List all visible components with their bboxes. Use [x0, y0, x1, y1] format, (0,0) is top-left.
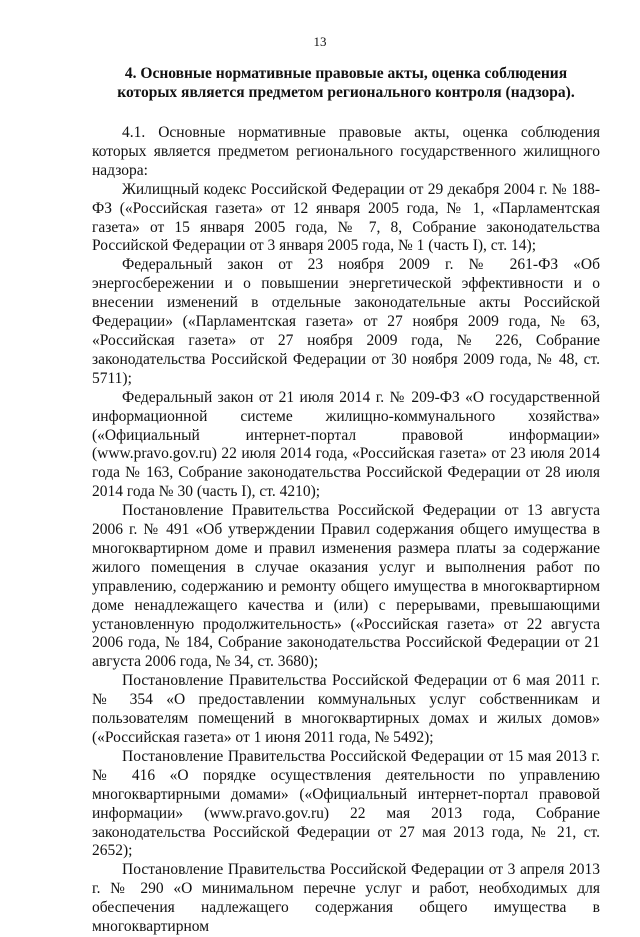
section-title-line-1: 4. Основные нормативные правовые акты, оценка соблюдения — [124, 65, 568, 82]
paragraph-resolution-290: Постановление Правительства Российской Федерации от 3 апреля 2013 г. № 290 «О минимальном перечне услуг и работ, необходимых для обеспечения надлежащего содержания общего имущества в многоквартирном — [92, 861, 600, 936]
section-title — [92, 64, 600, 102]
paragraph-resolution-416: Постановление Правительства Российской Федерации от 15 мая 2013 г. № 416 «О порядке осуществления деятельности по управлению многоквартирными домами» («Официальный интернет-портал правовой информации» (www.pravo.gov.ru) 22 мая 2013 года, Собрание законодательства Российской Федерации от 27 мая 2013 года, № 21, ст. 2652); — [92, 747, 600, 860]
paragraph-resolution-491: Постановление Правительства Российской Федерации от 13 августа 2006 г. № 491 «Об утверждении Правил содержания общего имущества в многоквартирном доме и правил изменения размера платы за содержание жилого помещения в случае оказания услуг и выполнения работ по управлению, содержанию и ремонту общего имущества в многоквартирном доме ненадлежащего качества и (или) с перерывами, превышающими установленную продолжительность» («Российская газета» от 22 августа 2006 года, № 184, Собрание законодательства Российской Федерации от 21 августа 2006 года, № 34, ст. 3680); — [92, 502, 600, 671]
document-body — [92, 124, 600, 937]
page-number: 13 — [313, 34, 327, 49]
paragraph-law-261: Федеральный закон от 23 ноября 2009 г. № 261-ФЗ «Об энергосбережении и о повышении энергетической эффективности и о внесении изменений в отдельные законодательные акты Российской Федерации» («Парламентская газета» от 27 ноября 2009 года, № 63, «Российская газета» от 27 ноября 2009 года, № 226, Собрание законодательства Российской Федерации от 30 ноября 2009 года, № 48, ст. 5711); — [92, 256, 600, 387]
paragraph-housing-code: Жилищный кодекс Российской Федерации от 29 декабря 2004 г. № 188-ФЗ («Российская газета» от 12 января 2005 года, № 1, «Парламентская газета» от 15 января 2005 года, № 7, 8, Собрание законодательства Российской Федерации от 3 января 2005 года, № 1 (часть I), ст. 14); — [92, 180, 600, 255]
paragraph-law-209: Федеральный закон от 21 июля 2014 г. № 209-ФЗ «О государственной информационной системе жилищно-коммунального хозяйства» («Официальный интернет-портал правовой информации» (www.pravo.gov.ru) 22 июля 2014 года, «Российская газета» от 23 июля 2014 года № 163, Собрание законодательства Российской Федерации от 28 июля 2014 года № 30 (часть I), ст. 4210); — [92, 388, 600, 501]
section-title-line-2: которых является предметом регионального контроля (надзора). — [117, 84, 575, 101]
paragraph-intro: 4.1. Основные нормативные правовые акты, оценка соблюдения которых является предметом регионального государственного жилищного надзора: — [92, 124, 600, 179]
paragraph-resolution-354: Постановление Правительства Российской Федерации от 6 мая 2011 г. № 354 «О предоставлении коммунальных услуг собственникам и пользователям помещений в многоквартирных домах и жилых домов» («Российская газета» от 1 июня 2011 года, № 5492); — [92, 672, 600, 746]
